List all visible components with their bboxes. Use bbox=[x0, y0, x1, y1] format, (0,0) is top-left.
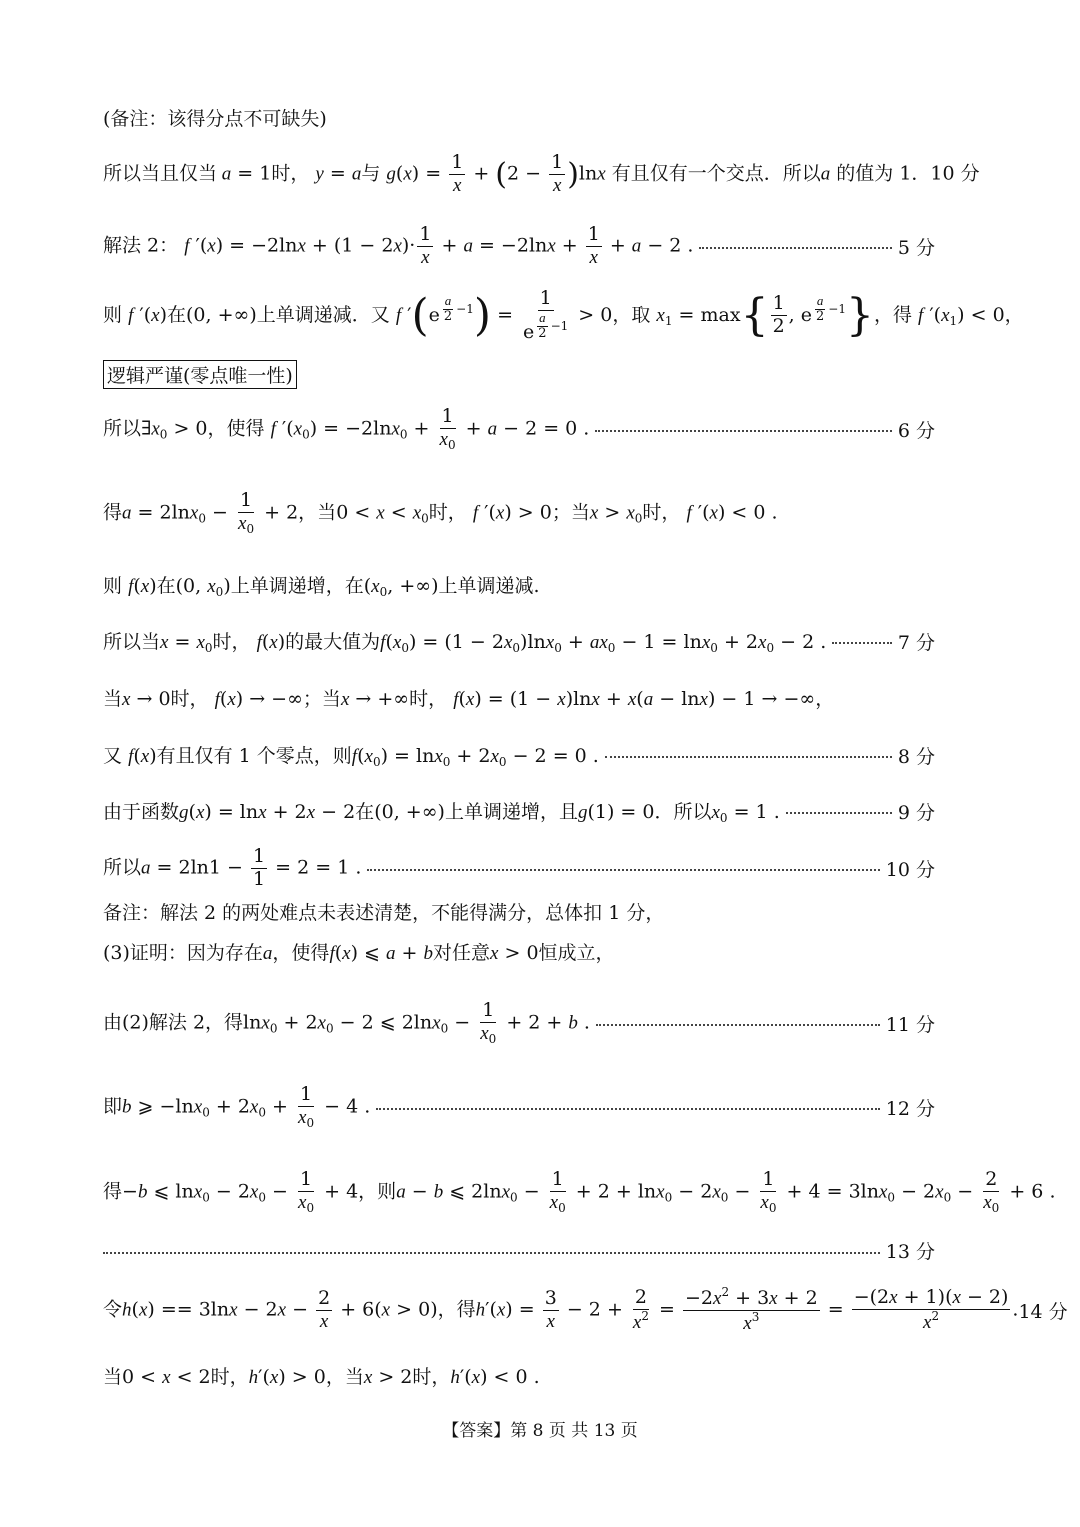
score-label: 13 分 bbox=[885, 1241, 935, 1263]
h-function-line: 令h(x) == 3lnx − 2x − $\frac{2}{x}$ + 6(x > 0)，得h′(x) = $\frac{3}{x}$ − 2 + $\frac{2}{x^2}$ = $\frac{-2x^2 + 3x + 2}{x^3}$ = $\frac{-(2x + 1)(x - 2)}{x^2}$ . 14 分 bbox=[103, 1285, 1068, 1334]
score-label: 6 分 bbox=[897, 419, 935, 442]
note-text: (备注：该得分点不可缺失) bbox=[103, 108, 327, 130]
score-13-line bbox=[103, 1237, 935, 1264]
existence-line: 所以$\exists x_0 > 0$，使得 f $'(x_0) = -2\ln x_0$ + $\frac{1}{x_0}$ + a − 2 = 0 . 6 分 bbox=[103, 405, 935, 452]
score-label: 12 分 bbox=[885, 1097, 935, 1120]
score-label: 5 分 bbox=[897, 236, 935, 259]
inequality-line-1: 由(2)解法 2，得$\ln x_0 + 2x_0 - 2$ ⩽ 2lnx$_0$ − $\frac{1}{x_0}$ + 2 + b . 11 分 bbox=[103, 999, 935, 1046]
monotonic-line: 则 f ′(x)在(0, +∞)上单调递减．又 f ′(e $^{\frac{a}{2} -1}$) = 1 e $^{\frac{a}{2} -1}$ > 0，取 $x_1 = \max${ $\frac{1}{2}$ , e $^{\frac{a}{2} -1}$}，得 f $'(x_1) < 0$， bbox=[103, 287, 1024, 343]
dot-leader bbox=[376, 1108, 880, 1110]
maximum-line: 所以当$x = x_0$时， f(x)的最大值为$f(x_0) = (1 - 2x_0)\ln x_0 + ax_0 - 1 = \ln x_0 + 2x_0 - 2$ . 7 分 bbox=[103, 627, 935, 655]
method2-derivative-line: 解法 2： f ′(x) = −2lnx + (1 − 2x)· $\frac{1}{x}$ + a = −2lnx + $\frac{1}{x}$ + a − 2 . 5 分 bbox=[103, 223, 935, 268]
limit-line: 当x → 0时， f(x) → −∞；当x → +∞时， f(x) = (1 − x)lnx + x(a − lnx) − 1 → −∞， bbox=[103, 688, 835, 710]
conclusion-line-1: 所以当且仅当 a = 1时， y = a与 g(x) = $\frac{1}{x}$ + (2 − $\frac{1}{x}$ )lnx 有且仅有一个交点．所以a 的值为 1．10 分 bbox=[103, 151, 980, 196]
dot-leader bbox=[596, 1024, 880, 1026]
logic-rigor-box: 逻辑严谨(零点唯一性) bbox=[103, 360, 297, 389]
h-sign-line: 当0 < x < 2时，h′(x) > 0，当x > 2时，h′(x) < 0 . bbox=[103, 1366, 540, 1388]
score-label: 8 分 bbox=[897, 745, 935, 768]
g-function-line: 由于函数g(x) = lnx + 2x − 2在(0, +∞)上单调递增，且g(1) = 0．所以$x_0 = 1$ . 9 分 bbox=[103, 797, 935, 825]
dot-leader bbox=[367, 869, 879, 871]
boxed-note-line bbox=[103, 360, 935, 389]
score-label: 7 分 bbox=[897, 631, 935, 654]
a-expression-line: 得a = 2lnx$_0$ − $\frac{1}{x_0}$ + 2，当$0 < x < x_0$时， f ′(x) > 0；当$x > x_0$时， f ′(x) < 0 . bbox=[103, 489, 778, 536]
dot-leader bbox=[699, 247, 891, 249]
dot-leader bbox=[103, 1252, 880, 1254]
a-value-line: 所以a = 2ln1 − $\frac{1}{1}$ = 2 = 1 . 10 分 bbox=[103, 845, 935, 890]
dot-leader bbox=[605, 756, 892, 758]
deduction-note-line: 备注：解法 2 的两处难点未表述清楚，不能得满分，总体扣 1 分， bbox=[103, 902, 665, 924]
note-line bbox=[103, 104, 935, 131]
unique-zero-line: 又 f(x)有且仅有 1 个零点，则$f(x_0) = \ln x_0 + 2x_0 - 2 = 0$ . 8 分 bbox=[103, 741, 935, 769]
score-label: 9 分 bbox=[897, 801, 935, 824]
part3-line: (3)证明：因为存在a，使得f(x) ⩽ a + b对任意x > 0恒成立， bbox=[103, 942, 615, 964]
a-minus-b-line: 得−b ⩽ $\ln x_0 - 2x_0$ − $\frac{1}{x_0}$ + 4，则a − b ⩽ 2lnx$_0$ − $\frac{1}{x_0}$ + $2 + \ln x_0 - 2x_0$ − $\frac{1}{x_0}$ + $4 = 3\ln x_0 - 2x_0$ − $\frac{2}{x_0}$ + 6 . bbox=[103, 1168, 1056, 1215]
page-footer: 【答案】第 8 页 共 13 页 bbox=[442, 1421, 638, 1441]
b-bound-line: 即b ⩾ $-\ln x_0 + 2x_0$ + $\frac{1}{x_0}$ − 4 . 12 分 bbox=[103, 1083, 935, 1130]
score-label: 10 分 bbox=[885, 858, 935, 881]
dot-leader bbox=[832, 642, 892, 644]
interval-line: 则 f(x)在(0, $x_0$)上单调递增，在($x_0$, +∞)上单调递减. bbox=[103, 575, 540, 599]
score-label: 11 分 bbox=[885, 1013, 935, 1036]
dot-leader bbox=[786, 812, 892, 814]
score-label: 14 分 bbox=[1018, 1300, 1068, 1323]
dot-leader bbox=[595, 430, 892, 432]
